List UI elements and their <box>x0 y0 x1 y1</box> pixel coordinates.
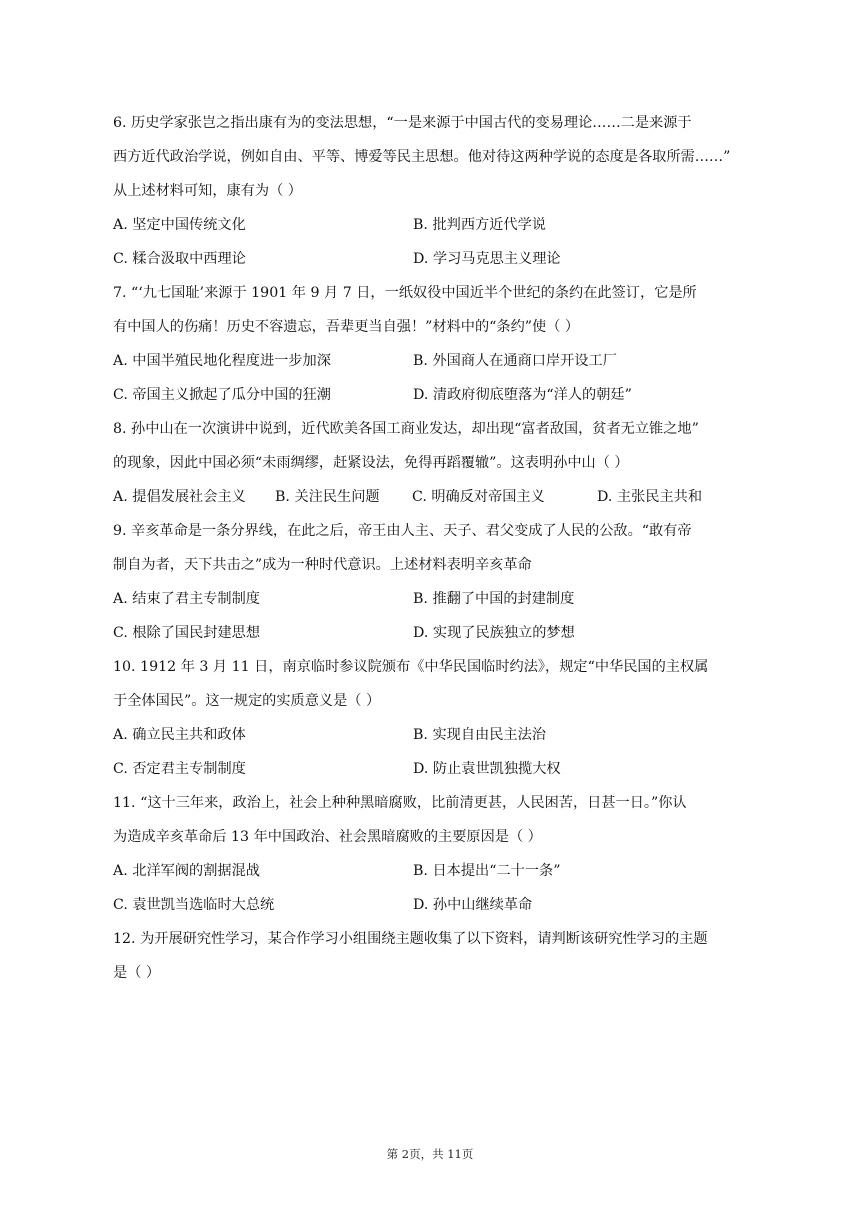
options-row <box>113 616 753 650</box>
option-b: B. 日本提出“二十一条” <box>413 863 561 879</box>
option-c: C. 明确反对帝国主义 <box>412 489 545 505</box>
option-c: C. 否定君主专制制度 <box>113 761 246 777</box>
options-row <box>113 378 753 412</box>
options-row <box>113 582 753 616</box>
option-d: D. 防止袁世凯独揽大权 <box>413 761 561 777</box>
question-7 <box>113 276 753 412</box>
option-a: A. 确立民主共和政体 <box>113 727 246 743</box>
question-stem-line: 12. 为开展研究性学习，某合作学习小组围绕主题收集了以下资料，请判断该研究性学习的主题 <box>113 931 708 947</box>
option-a: A. 结束了君主专制制度 <box>113 591 260 607</box>
question-stem-line: 9. 辛亥革命是一条分界线，在此之后，帝王由人主、天子、君父变成了人民的公敌。“敢有帝 <box>113 523 692 539</box>
question-stem-line: 6. 历史学家张岂之指出康有为的变法思想，“一是来源于中国古代的变易理论……二是来源于 <box>113 115 692 131</box>
page-footer: 第 2页，共 11页 <box>386 1147 474 1161</box>
question-stem-line: 有中国人的伤痛！历史不容遗忘，吾辈更当自强！”材料中的“条约”使（ ） <box>113 319 580 335</box>
question-stem-line: 于全体国民”。这一规定的实质意义是（ ） <box>113 693 381 709</box>
questions-area <box>113 106 753 990</box>
question-stem-line: 从上述材料可知，康有为（ ） <box>113 183 302 199</box>
option-c: C. 根除了国民封建思想 <box>113 625 261 641</box>
options-row <box>113 344 753 378</box>
option-b: B. 推翻了中国的封建制度 <box>413 591 575 607</box>
option-a: A. 北洋军阀的割据混战 <box>113 863 260 879</box>
option-b: B. 批判西方近代学说 <box>413 217 546 233</box>
question-stem-line: 为造成辛亥革命后 13 年中国政治、社会黑暗腐败的主要原因是（ ） <box>113 829 542 845</box>
question-stem-line: 西方近代政治学说，例如自由、平等、博爱等民主思想。他对待这两种学说的态度是各取所需……” <box>113 149 731 165</box>
option-d: D. 清政府彻底堕落为“洋人的朝廷” <box>413 387 632 403</box>
option-b: B. 外国商人在通商口岸开设工厂 <box>413 353 617 369</box>
option-a: A. 中国半殖民地化程度进一步加深 <box>113 353 331 369</box>
options-row <box>113 208 753 242</box>
option-d: D. 学习马克思主义理论 <box>413 251 561 267</box>
options-row <box>113 888 753 922</box>
option-a: A. 坚定中国传统文化 <box>113 217 246 233</box>
options-row <box>113 480 753 514</box>
option-b: B. 实现自由民主法治 <box>413 727 546 743</box>
question-11 <box>113 786 753 922</box>
option-d: D. 主张民主共和 <box>597 489 703 505</box>
option-c: C. 糅合汲取中西理论 <box>113 251 246 267</box>
question-stem-line: 制自为者，天下共击之”成为一种时代意识。上述材料表明辛亥革命 <box>113 557 532 573</box>
option-c: C. 袁世凯当选临时大总统 <box>113 897 275 913</box>
option-b: B. 关注民生问题 <box>275 489 380 505</box>
options-row <box>113 718 753 752</box>
options-row <box>113 242 753 276</box>
question-stem-line: 10. 1912 年 3 月 11 日，南京临时参议院颁布《中华民国临时约法》，规定“中华民国的主权属 <box>113 659 709 675</box>
question-10 <box>113 650 753 786</box>
question-stem-line: 11. “这十三年来，政治上，社会上种种黑暗腐败，比前清更甚，人民困苦，日甚一日。”你认 <box>113 795 687 811</box>
options-row <box>113 854 753 888</box>
question-12 <box>113 922 753 990</box>
options-row <box>113 752 753 786</box>
option-a: A. 提倡发展社会主义 <box>113 489 246 505</box>
question-stem-line: 7. “‘九七国耻’来源于 1901 年 9 月 7 日，一纸奴役中国近半个世纪的条约在此签订，它是所 <box>113 285 697 301</box>
question-stem-line: 的现象，因此中国必须“未雨绸缪，赶紧设法，免得再蹈覆辙”。这表明孙中山（ ） <box>113 455 629 471</box>
question-stem-line: 是（ ） <box>113 965 161 981</box>
option-d: D. 孙中山继续革命 <box>413 897 533 913</box>
question-6 <box>113 106 753 276</box>
option-c: C. 帝国主义掀起了瓜分中国的狂潮 <box>113 387 331 403</box>
question-9 <box>113 514 753 650</box>
option-d: D. 实现了民族独立的梦想 <box>413 625 575 641</box>
question-8 <box>113 412 753 514</box>
question-stem-line: 8. 孙中山在一次演讲中说到，近代欧美各国工商业发达，却出现“富者敌国，贫者无立锥之地” <box>113 421 699 437</box>
